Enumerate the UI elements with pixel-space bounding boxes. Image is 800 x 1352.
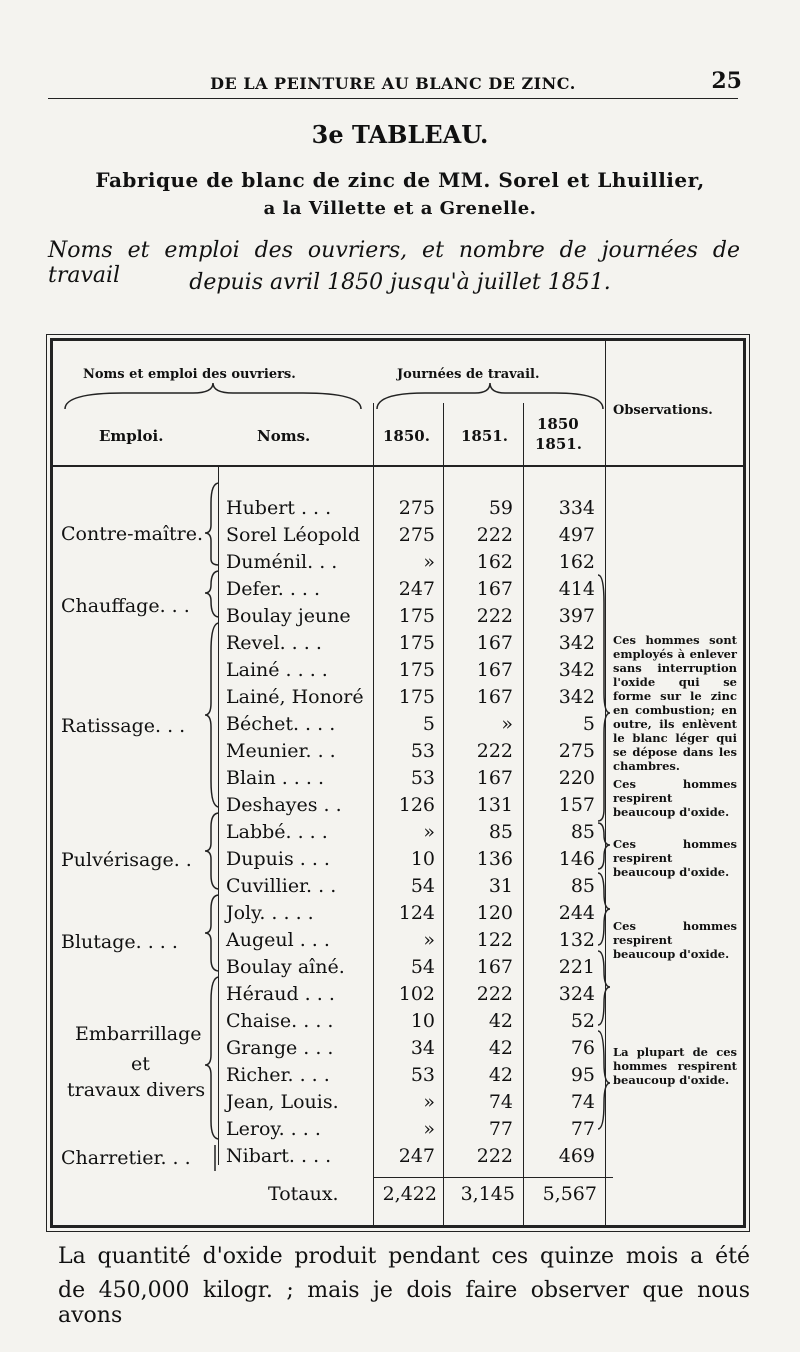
table-number: 3e TABLEAU. [311, 120, 489, 149]
days-1851: 42 [488, 1037, 513, 1059]
observation-deshayes: Ces hommes respirent beaucoup d'oxide. [613, 777, 737, 819]
days-1851: 222 [476, 605, 513, 627]
days-1851: 167 [476, 686, 513, 708]
days-1850: » [423, 1118, 435, 1140]
days-1851: 222 [476, 1145, 513, 1167]
days-1851: 222 [476, 740, 513, 762]
header-brace-names [63, 381, 363, 411]
days-1850: » [423, 551, 435, 573]
table-title-line2: a la Villette et a Grenelle. [263, 198, 537, 219]
days-1851: 222 [476, 524, 513, 546]
days-total: 77 [570, 1118, 595, 1140]
days-1851: 162 [476, 551, 513, 573]
days-1850: 175 [398, 605, 435, 627]
days-1850: 54 [410, 875, 435, 897]
days-1851: 167 [476, 659, 513, 681]
days-total: 85 [570, 875, 595, 897]
observation-embarrillage: La plupart de ces hommes respirent beaucoup d'oxide. [613, 1045, 737, 1087]
table-title-line1: Fabrique de blanc de zinc de MM. Sorel et Lhuillier, [95, 168, 705, 192]
group-et: et [131, 1053, 150, 1075]
days-1851: 136 [476, 848, 513, 870]
workers-table [50, 338, 746, 1228]
group-pulverisage: Pulvérisage. . [61, 849, 192, 871]
group-chauffage: Chauffage. . . [61, 595, 190, 617]
worker-name: Richer. . . . [226, 1064, 330, 1086]
column-rule-1851 [443, 403, 444, 1225]
running-title: DE LA PEINTURE AU BLANC DE ZINC. [210, 74, 576, 93]
worker-name: Labbé. . . . [226, 821, 328, 843]
observation-ratissage: Ces hommes sont employés à enlever sans interruption l'oxide qui se forme sur le zinc en combustion; en outre, ils enlèvent le blanc léger qui se dépose dans les chambres. [613, 633, 737, 773]
worker-name: Blain . . . . [226, 767, 324, 789]
days-1850: 175 [398, 686, 435, 708]
running-head [48, 68, 742, 99]
days-total: 342 [558, 632, 595, 654]
days-1851: 42 [488, 1064, 513, 1086]
worker-name: Leroy. . . . [226, 1118, 321, 1140]
days-1850: 54 [410, 956, 435, 978]
worker-name: Dupuis . . . [226, 848, 330, 870]
days-1850: 175 [398, 632, 435, 654]
header-noms: Noms. [257, 427, 311, 445]
days-1850: 175 [398, 659, 435, 681]
days-1850: 10 [410, 1010, 435, 1032]
worker-name: Boulay jeune [226, 605, 351, 627]
days-total: 275 [558, 740, 595, 762]
days-total: 220 [558, 767, 595, 789]
days-1850: 10 [410, 848, 435, 870]
worker-name: Lainé, Honoré [226, 686, 364, 708]
days-1850: 247 [398, 1145, 435, 1167]
header-total-1850: 1850 [537, 415, 579, 433]
observation-blutage: Ces hommes respirent beaucoup d'oxide. [613, 919, 737, 961]
group-ratissage: Ratissage. . . [61, 715, 186, 737]
days-1851: 31 [488, 875, 513, 897]
worker-name: Revel. . . . [226, 632, 322, 654]
worker-name: Hubert . . . [226, 497, 332, 519]
observation-braces [596, 573, 612, 1133]
paragraph-line2: de 450,000 kilogr. ; mais je dois faire observer que nous avons [58, 1278, 750, 1328]
total-1850: 2,422 [382, 1183, 437, 1205]
days-total: 469 [558, 1145, 595, 1167]
header-days-group: Journées de travail. [397, 367, 540, 382]
days-total: 76 [570, 1037, 595, 1059]
header-observations: Observations. [613, 403, 713, 418]
days-1851: 131 [476, 794, 513, 816]
totals-label: Totaux. [268, 1183, 339, 1205]
header-1850: 1850. [383, 427, 430, 445]
days-1851: 120 [476, 902, 513, 924]
worker-name: Héraud . . . [226, 983, 335, 1005]
days-1851: 167 [476, 767, 513, 789]
group-contre-maitre: Contre-maître. [61, 523, 204, 545]
days-total: 95 [570, 1064, 595, 1086]
worker-name: Jean, Louis. [226, 1091, 339, 1113]
days-1850: » [423, 821, 435, 843]
worker-name: Lainé . . . . [226, 659, 328, 681]
table-header [53, 341, 743, 467]
header-total-1851: 1851. [535, 435, 582, 453]
days-1850: 247 [398, 578, 435, 600]
group-blutage: Blutage. . . . [61, 931, 178, 953]
days-1850: 34 [410, 1037, 435, 1059]
days-total: 85 [570, 821, 595, 843]
days-total: 221 [558, 956, 595, 978]
column-rule-1850 [373, 403, 374, 1225]
days-1851: 167 [476, 578, 513, 600]
days-total: 324 [558, 983, 595, 1005]
days-total: 414 [558, 578, 595, 600]
days-1850: 53 [410, 740, 435, 762]
worker-name: Béchet. . . . [226, 713, 336, 735]
group-braces [203, 481, 223, 1181]
days-1850: 124 [398, 902, 435, 924]
days-total: 132 [558, 929, 595, 951]
paragraph-line1: La quantité d'oxide produit pendant ces quinze mois a été [58, 1244, 750, 1269]
table-caption-line1: Noms et emploi des ouvriers, et nombre de journées de travail [48, 238, 740, 288]
worker-name: Meunier. . . [226, 740, 336, 762]
days-1850: 126 [398, 794, 435, 816]
worker-name: Grange . . . [226, 1037, 334, 1059]
days-total: 157 [558, 794, 595, 816]
days-1851: 85 [488, 821, 513, 843]
header-1851: 1851. [461, 427, 508, 445]
worker-name: Nibart. . . . [226, 1145, 332, 1167]
days-1850: 5 [422, 713, 435, 735]
worker-name: Defer. . . . [226, 578, 321, 600]
total-overall: 5,567 [542, 1183, 597, 1205]
table-caption-line2: depuis avril 1850 jusqu'à juillet 1851. [189, 270, 611, 295]
worker-name: Cuvillier. . . [226, 875, 337, 897]
days-total: 52 [570, 1010, 595, 1032]
total-1851: 3,145 [460, 1183, 515, 1205]
days-total: 5 [582, 713, 595, 735]
days-1850: » [423, 929, 435, 951]
days-total: 342 [558, 659, 595, 681]
days-total: 342 [558, 686, 595, 708]
days-total: 162 [558, 551, 595, 573]
days-1850: 53 [410, 767, 435, 789]
group-charretier: Charretier. . . [61, 1147, 191, 1169]
days-total: 334 [558, 497, 595, 519]
header-names-group: Noms et emploi des ouvriers. [83, 367, 296, 382]
worker-name: Duménil. . . [226, 551, 338, 573]
days-1851: 42 [488, 1010, 513, 1032]
page-number: 25 [711, 68, 742, 94]
days-1851: 122 [476, 929, 513, 951]
group-embarrillage: Embarrillage [75, 1023, 202, 1045]
days-1851: 222 [476, 983, 513, 1005]
days-total: 397 [558, 605, 595, 627]
worker-name: Augeul . . . [226, 929, 330, 951]
days-total: 74 [570, 1091, 595, 1113]
days-total: 244 [558, 902, 595, 924]
worker-name: Boulay aîné. [226, 956, 345, 978]
days-1851: 77 [488, 1118, 513, 1140]
header-brace-days [375, 381, 605, 411]
observation-pulverisage: Ces hommes respirent beaucoup d'oxide. [613, 837, 737, 879]
days-1850: 275 [398, 497, 435, 519]
days-1851: 167 [476, 632, 513, 654]
totals-rule [373, 1177, 613, 1178]
worker-name: Sorel Léopold [226, 524, 361, 546]
days-1851: 74 [488, 1091, 513, 1113]
column-rule-total [523, 403, 524, 1225]
days-1850: 53 [410, 1064, 435, 1086]
days-total: 497 [558, 524, 595, 546]
worker-name: Deshayes . . [226, 794, 342, 816]
days-1850: » [423, 1091, 435, 1113]
days-total: 146 [558, 848, 595, 870]
worker-name: Chaise. . . . [226, 1010, 334, 1032]
worker-name: Joly. . . . . [226, 902, 314, 924]
header-emploi: Emploi. [99, 427, 164, 445]
days-1851: 167 [476, 956, 513, 978]
days-1851: » [501, 713, 513, 735]
days-1851: 59 [488, 497, 513, 519]
group-travaux-divers: travaux divers [67, 1079, 206, 1101]
days-1850: 275 [398, 524, 435, 546]
days-1850: 102 [398, 983, 435, 1005]
